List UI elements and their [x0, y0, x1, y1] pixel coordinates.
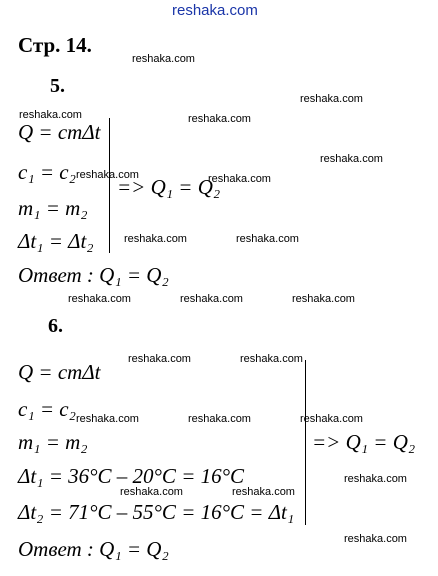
watermark: reshaka.com: [236, 233, 299, 245]
watermark: reshaka.com: [300, 413, 363, 425]
p6-line-4: Δt₁ = 36°C – 20°C = 16°C: [18, 464, 245, 488]
watermark: reshaka.com: [120, 486, 183, 498]
p6-answer: Ответ : Q₁ = Q₂: [18, 537, 169, 561]
watermark: reshaka.com: [208, 173, 271, 185]
p5-line-4: Δt₁ = Δt₂: [18, 229, 94, 253]
p6-line-1: Q = cmΔt: [18, 360, 101, 384]
watermark: reshaka.com: [240, 353, 303, 365]
watermark: reshaka.com: [180, 293, 243, 305]
p5-implies: => Q₁ = Q₂: [117, 175, 221, 199]
p6-line-5: Δt₂ = 71°C – 55°C = 16°C = Δt₁: [18, 500, 295, 524]
watermark: reshaka.com: [124, 233, 187, 245]
p5-brace-line: [109, 118, 110, 253]
p6-implies: => Q₁ = Q₂: [312, 430, 416, 454]
p6-line-3: m₁ = m₂: [18, 430, 88, 454]
p5-answer: Ответ : Q₁ = Q₂: [18, 263, 169, 287]
p5-line-1: Q = cmΔt: [18, 120, 101, 144]
watermark: reshaka.com: [344, 473, 407, 485]
watermark: reshaka.com: [320, 153, 383, 165]
watermark: reshaka.com: [76, 413, 139, 425]
p5-line-3: m₁ = m₂: [18, 196, 88, 220]
problem-5-number: 5.: [50, 75, 65, 97]
watermark: reshaka.com: [132, 53, 195, 65]
watermark: reshaka.com: [128, 353, 191, 365]
p6-brace-line: [305, 360, 306, 525]
problem-6-number: 6.: [48, 315, 63, 337]
watermark: reshaka.com: [19, 109, 82, 121]
watermark: reshaka.com: [300, 93, 363, 105]
watermark: reshaka.com: [68, 293, 131, 305]
watermark: reshaka.com: [76, 169, 139, 181]
site-watermark-top: reshaka.com: [172, 2, 258, 19]
watermark: reshaka.com: [292, 293, 355, 305]
watermark: reshaka.com: [344, 533, 407, 545]
page-label: Стр. 14.: [18, 33, 92, 57]
p6-line-2: c₁ = c₂: [18, 397, 76, 421]
p5-line-2: c₁ = c₂: [18, 160, 76, 184]
watermark: reshaka.com: [188, 413, 251, 425]
watermark: reshaka.com: [232, 486, 295, 498]
watermark: reshaka.com: [188, 113, 251, 125]
